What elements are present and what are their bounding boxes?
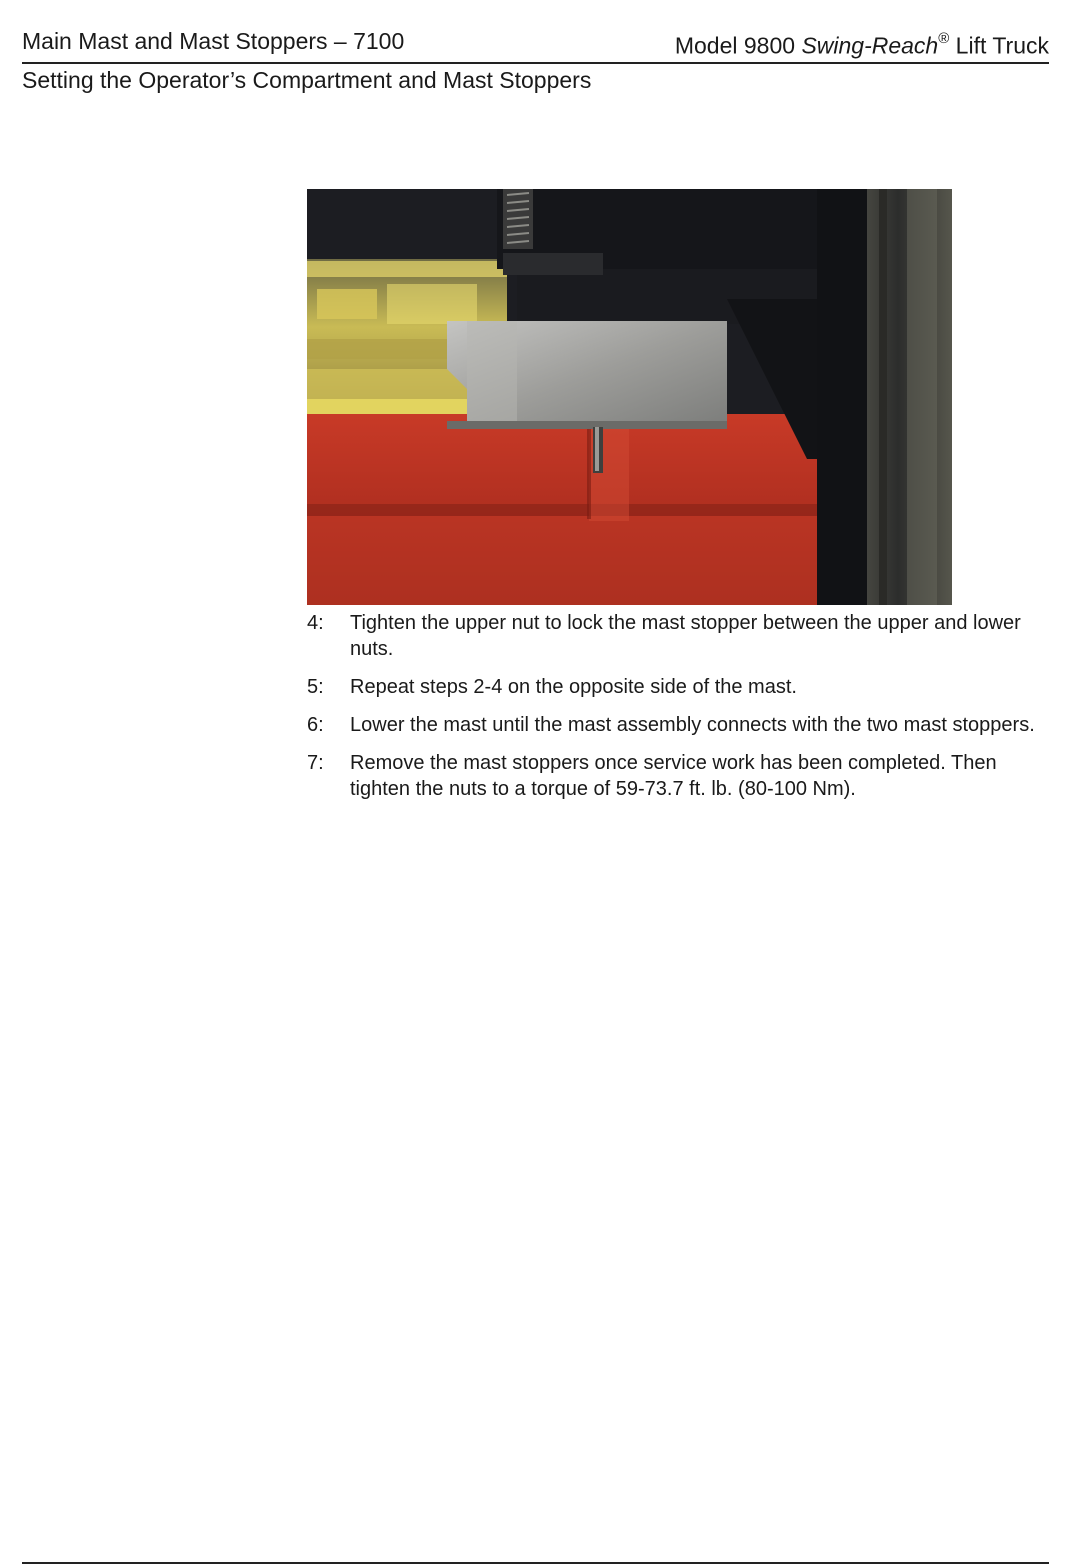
step-text: Remove the mast stoppers once service work has been completed. Then tighten the nuts to a torque of 59-73.7 ft. lb. (80-100 Nm). xyxy=(350,752,997,800)
header-model-prefix: Model 9800 xyxy=(674,32,802,59)
step-number: 6: xyxy=(307,714,324,736)
step-item xyxy=(307,750,1037,802)
step-text: Repeat steps 2-4 on the opposite side of the mast. xyxy=(350,676,797,698)
step-number: 4: xyxy=(307,612,324,634)
step-item xyxy=(307,610,1037,662)
step-number: 5: xyxy=(307,676,324,698)
step-text: Tighten the upper nut to lock the mast stopper between the upper and lower nuts. xyxy=(350,612,1021,660)
section-title: Setting the Operator’s Compartment and Mast Stoppers xyxy=(22,67,592,93)
step-text: Lower the mast until the mast assembly connects with the two mast stoppers. xyxy=(350,714,1035,736)
header-divider xyxy=(22,62,1049,64)
step-item xyxy=(307,674,1037,700)
header-model-suffix: Lift Truck xyxy=(949,32,1049,59)
footer-divider xyxy=(22,1562,1049,1564)
step-item xyxy=(307,712,1037,738)
header-model-title xyxy=(675,26,1049,61)
registered-mark: ® xyxy=(938,30,950,47)
step-number: 7: xyxy=(307,752,324,774)
mast-stopper-photo xyxy=(307,189,952,605)
header-model-name: Swing-Reach xyxy=(801,32,939,59)
header-chapter-title: Main Mast and Mast Stoppers – 7100 xyxy=(22,28,405,54)
procedure-steps xyxy=(307,610,1037,814)
